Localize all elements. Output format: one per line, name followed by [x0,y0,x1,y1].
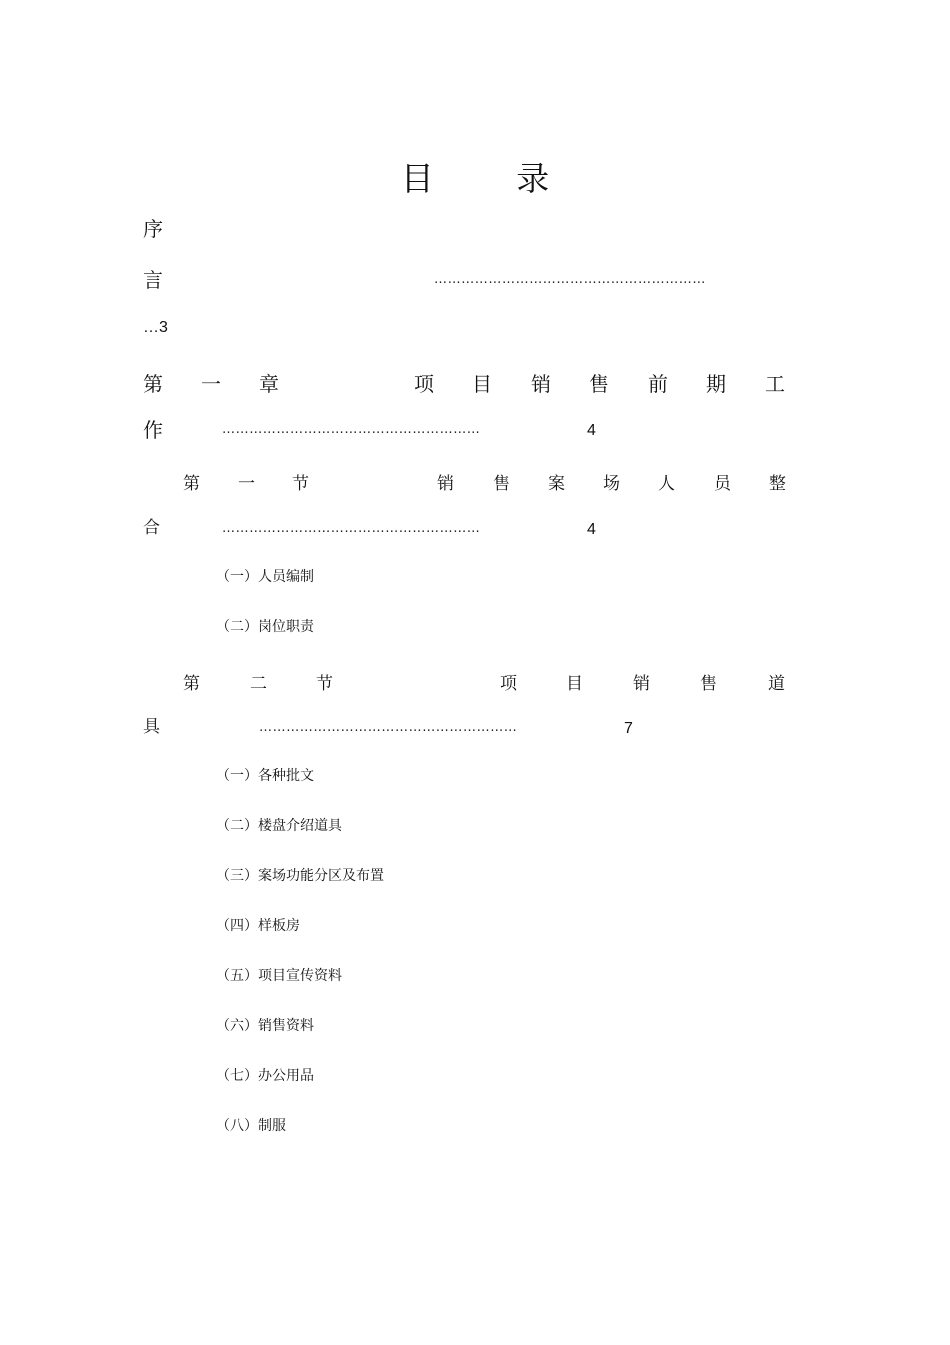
section-2-heading [0,669,950,695]
section-1-char: 节 [292,474,309,494]
section-2-last-char: 具 [143,717,160,737]
section-1-last-char: 合 [143,518,160,538]
toc-item: （五）项目宣传资料 [216,968,342,984]
section-1-page-number: 4 [587,521,596,538]
section-1-char: 员 [714,474,731,494]
chapter-1-char: 一 [201,372,221,396]
chapter-1-leader-dots: ………………………………………………… [222,422,481,437]
preface-label-char-1: 序 [143,217,163,241]
chapter-1-char: 项 [414,372,434,396]
chapter-1-char: 售 [589,372,609,396]
toc-title: 目 录 [400,159,586,198]
toc-item: （七）办公用品 [216,1068,314,1084]
section-2-char: 目 [566,674,583,694]
chapter-1-char: 第 [143,372,163,396]
toc-item: （六）销售资料 [216,1018,314,1034]
section-1-char: 场 [603,474,620,494]
toc-item: （一）各种批文 [216,768,314,784]
chapter-1-char: 销 [531,372,551,396]
toc-item: （二）楼盘介绍道具 [216,818,342,834]
section-1-heading [0,469,950,495]
chapter-1-char: 前 [648,372,668,396]
chapter-1-char: 期 [706,372,726,396]
chapter-1-last-char: 作 [143,418,163,442]
section-1-char: 人 [658,474,675,494]
section-1-char: 案 [548,474,565,494]
section-2-char: 销 [633,674,650,694]
section-1-char: 售 [493,474,510,494]
section-2-char: 道 [768,674,785,694]
section-1-char: 整 [769,474,786,494]
chapter-1-char: 工 [765,372,785,396]
chapter-1-page-number: 4 [587,422,596,439]
preface-page-number: …3 [143,319,168,336]
preface-leader-dots: …………………………………………………… [434,272,706,287]
section-2-leader-dots: ………………………………………………… [259,720,518,735]
section-2-char: 第 [183,674,200,694]
section-2-char: 售 [700,674,717,694]
section-2-char: 项 [500,674,517,694]
toc-item: （八）制服 [216,1118,286,1134]
toc-item: （三）案场功能分区及布置 [216,868,384,884]
chapter-1-char: 目 [472,372,492,396]
section-1-char: 销 [437,474,454,494]
section-1-char: 第 [183,474,200,494]
section-2-char: 节 [316,674,333,694]
toc-item: （四）样板房 [216,918,300,934]
section-1-leader-dots: ………………………………………………… [222,521,481,536]
toc-item: （二）岗位职责 [216,619,314,635]
toc-item: （一）人员编制 [216,569,314,585]
section-1-char: 一 [238,474,255,494]
section-2-char: 二 [250,674,267,694]
section-2-page-number: 7 [624,720,633,737]
chapter-1-char: 章 [259,372,279,396]
chapter-1-heading [0,368,950,394]
preface-label-char-2: 言 [143,268,163,292]
